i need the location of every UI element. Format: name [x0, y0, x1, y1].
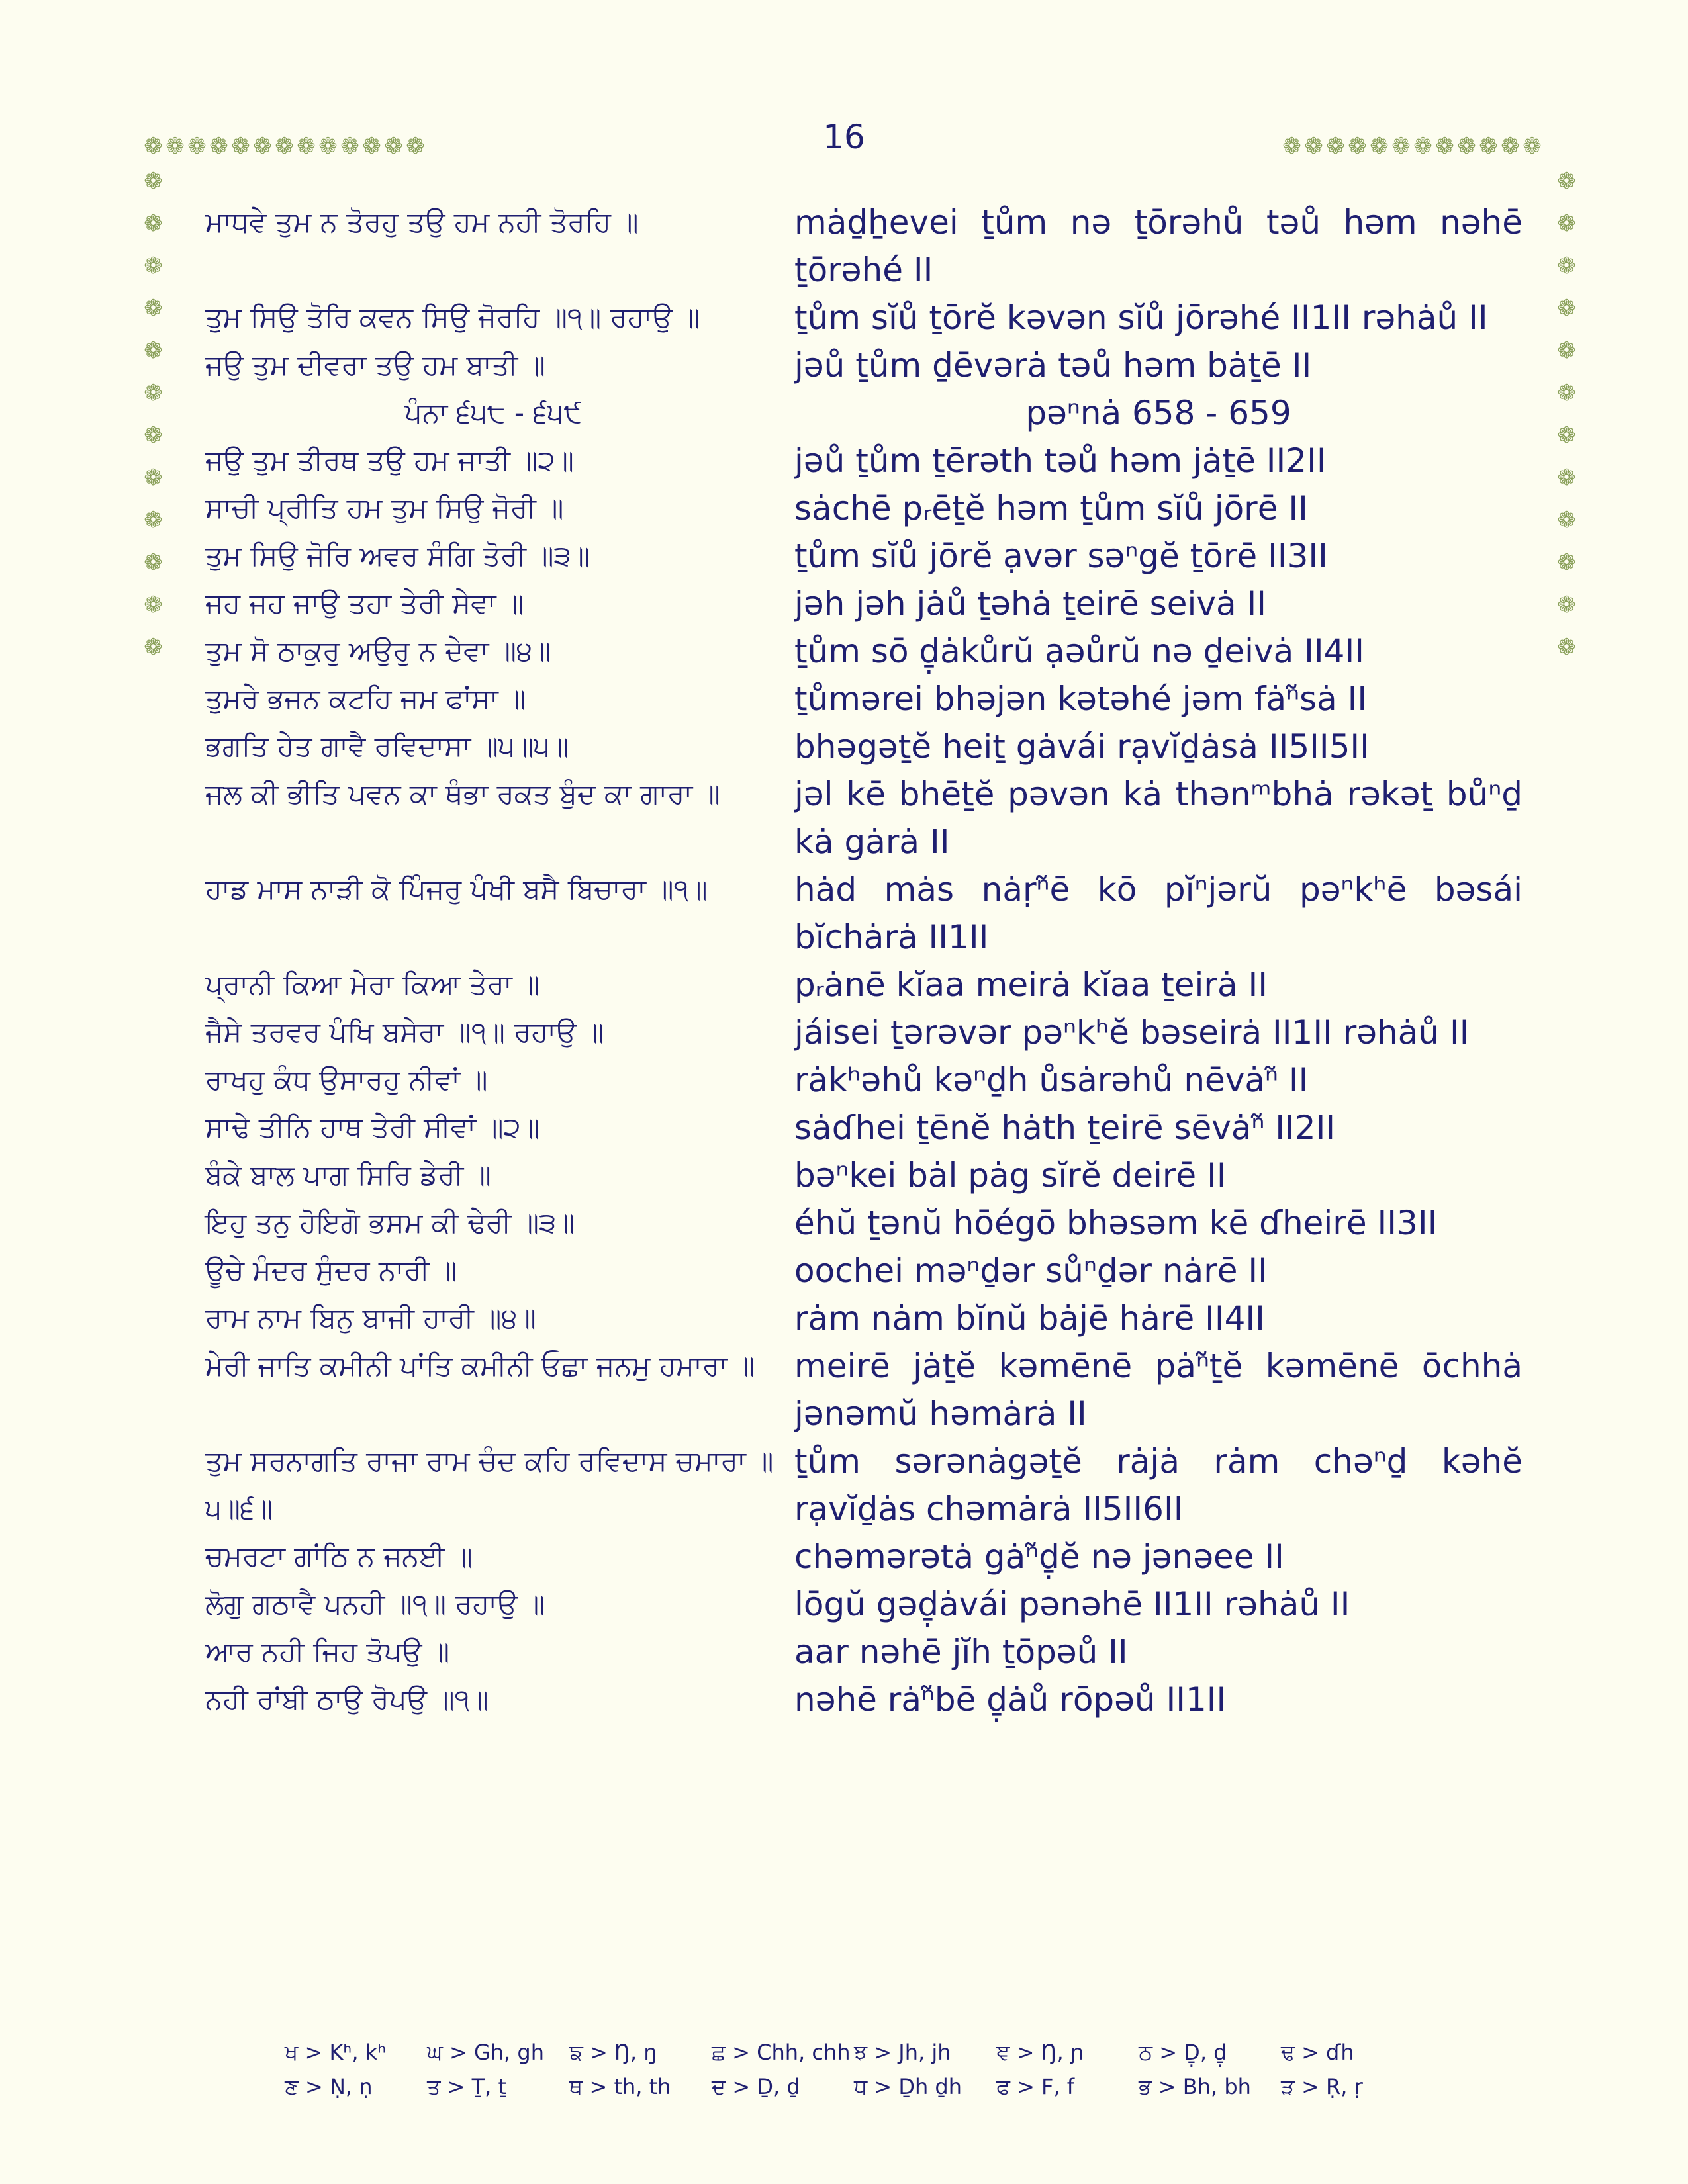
flower-icon: ❁ — [144, 592, 163, 618]
legend-entry: ਢ > ɗh — [1281, 2040, 1354, 2065]
gurmukhi-line: ਊਚੇ ਮੰਦਰ ਸੁੰਦਰ ਨਾਰੀ ॥ — [205, 1254, 457, 1287]
verse-row — [205, 1580, 1523, 1628]
gurmukhi-line: ਚਮਰਟਾ ਗਾਂਠਿ ਨ ਜਨਈ ॥ — [205, 1540, 473, 1572]
flower-icon: ❁ — [209, 133, 228, 159]
gurmukhi-line: ਬੰਕੇ ਬਾਲ ਪਾਗ ਸਿਰਿ ਡੇਰੀ ॥ — [205, 1159, 491, 1191]
flower-icon: ❁ — [144, 465, 163, 491]
legend-row — [285, 2070, 1423, 2104]
flower-icon: ❁ — [297, 133, 316, 159]
verse-row — [205, 1104, 1523, 1152]
legend-entry: ਝ > Jh, jh — [854, 2040, 951, 2065]
transliteration-line: rȧkʰəhů kəⁿḏh ůsȧrəhů nēvȧⁿ̃ II — [794, 1061, 1309, 1099]
transliteration-line: rȧm nȧm bĭnŭ bȧjē hȧrē II4II — [794, 1299, 1265, 1338]
gurmukhi-line: ਜਹ ਜਹ ਜਾਉ ਤਹਾ ਤੇਰੀ ਸੇਵਾ ॥ — [205, 587, 524, 619]
legend-entry: ਣ > Ṇ, ṇ — [285, 2074, 373, 2099]
gurmukhi-line: ਜੈਸੇ ਤਰਵਰ ਪੰਖਿ ਬਸੇਰਾ ॥੧॥ ਰਹਾਉ ॥ — [205, 1016, 604, 1048]
transliteration-line: bəⁿkei bȧl pȧg sĭrĕ deirē II — [794, 1156, 1227, 1195]
flower-icon: ❁ — [1304, 133, 1323, 159]
transliteration-line: pᵣȧnē kĭaa meirȧ kĭaa ṯeirȧ II — [794, 966, 1268, 1004]
flower-icon: ❁ — [362, 133, 381, 159]
gurmukhi-line: ਮਾਧਵੇ ਤੁਮ ਨ ਤੋਰਹੁ ਤਉ ਹਮ ਨਹੀ ਤੋਰਹਿ ॥ — [205, 206, 639, 238]
flower-icon: ❁ — [318, 133, 338, 159]
verse-row — [205, 1295, 1523, 1342]
transliteration-line: sȧchē pᵣēṯĕ həm ṯům sĭů jōrē II — [794, 489, 1308, 527]
legend-entry: ਛ > Chh, chh — [712, 2040, 851, 2065]
verse-table — [205, 199, 1523, 1723]
flower-icon: ❁ — [1413, 133, 1432, 159]
flower-icon: ❁ — [1557, 338, 1576, 364]
gurmukhi-line: ਇਹੁ ਤਨੁ ਹੋਇਗੋ ਭਸਮ ਕੀ ਢੇਰੀ ॥੩॥ — [205, 1206, 575, 1239]
flower-icon: ❁ — [1557, 549, 1576, 576]
legend-entry: ਙ > Ŋ, ŋ — [569, 2040, 657, 2065]
legend-entry: ਦ > Ḏ, ḏ — [712, 2074, 800, 2099]
transliteration-line: lōgŭ gəḏ̣ȧvái pənəhē II1II rəhȧů II — [794, 1585, 1350, 1623]
flower-icon: ❁ — [144, 422, 163, 449]
gurmukhi-line: ਤੁਮ ਸਰਨਾਗਤਿ ਰਾਜਾ ਰਾਮ ਚੰਦ ਕਹਿ ਰਵਿਦਾਸ ਚਮਾਰਾ ॥੫॥੬॥ — [205, 1445, 774, 1525]
flower-icon: ❁ — [1557, 592, 1576, 618]
flower-icon: ❁ — [1557, 465, 1576, 491]
flower-icon: ❁ — [1557, 380, 1576, 406]
top-left-flower-border — [142, 133, 426, 159]
verse-row — [205, 770, 1523, 866]
gurmukhi-line: ਮੇਰੀ ਜਾਤਿ ਕਮੀਨੀ ਪਾਂਤਿ ਕਮੀਨੀ ਓਛਾ ਜਨਮੁ ਹਮਾਰਾ ॥ — [205, 1349, 755, 1382]
gurmukhi-page-reference: ਪੰਨਾ ੬੫੮ - ੬੫੯ — [404, 396, 583, 429]
gurmukhi-line: ਭਗਤਿ ਹੇਤ ਗਾਵੈ ਰਵਿਦਾਸਾ ॥੫॥੫॥ — [205, 730, 569, 762]
transliteration-line: éhŭ ṯənŭ hōégō bhəsəm kē ɗheirē II3II — [794, 1204, 1438, 1242]
flower-icon: ❁ — [144, 133, 163, 159]
flower-icon: ❁ — [1326, 133, 1345, 159]
transliteration-line: aar nəhē jĭh ṯōpəů II — [794, 1633, 1128, 1671]
flower-icon: ❁ — [1348, 133, 1367, 159]
verse-row — [205, 199, 1523, 294]
gurmukhi-line: ਜਉ ਤੁਮ ਤੀਰਥ ਤਉ ਹਮ ਜਾਤੀ ॥੨॥ — [205, 444, 574, 477]
transliteration-line: ṯům sō ḏ̣ȧkůrŭ ạəůrŭ nə ḏeivȧ II4II — [794, 632, 1364, 670]
gurmukhi-line: ਰਾਖਹੁ ਕੰਧ ਉਸਾਰਹੁ ਨੀਵਾਂ ॥ — [205, 1064, 488, 1096]
verse-row — [205, 532, 1523, 580]
flower-icon: ❁ — [384, 133, 403, 159]
flower-icon: ❁ — [1557, 210, 1576, 237]
flower-icon: ❁ — [1391, 133, 1411, 159]
page-number: 16 — [823, 118, 865, 156]
transliteration-line: meirē jȧṯĕ kəmēnē pȧⁿ̃ṯĕ kəmēnē ōchhȧ jənəmŭ həmȧrȧ II — [794, 1347, 1523, 1433]
flower-icon: ❁ — [165, 133, 185, 159]
legend-entry: ਥ > th, th — [569, 2074, 671, 2099]
transliteration-line: jəů ṯům ḏēvərȧ təů həm bȧṯē II — [794, 346, 1312, 385]
transliteration-line: ṯům sĭů jōrĕ ạvər səⁿgĕ ṯōrē II3II — [794, 537, 1328, 575]
flower-icon: ❁ — [1435, 133, 1454, 159]
verse-row — [205, 341, 1523, 389]
verse-row — [205, 1628, 1523, 1676]
gurmukhi-line: ਜਲ ਕੀ ਭੀਤਿ ਪਵਨ ਕਾ ਥੰਭਾ ਰਕਤ ਬੁੰਦ ਕਾ ਗਾਰਾ ॥ — [205, 778, 720, 810]
flower-icon: ❁ — [1557, 422, 1576, 449]
flower-icon: ❁ — [144, 338, 163, 364]
legend-row — [285, 2035, 1423, 2070]
transliteration-line: nəhē rȧⁿ̃bē ḏ̣ȧů rōpəů II1II — [794, 1680, 1227, 1719]
verse-row — [205, 1199, 1523, 1247]
flower-icon: ❁ — [275, 133, 294, 159]
verse-row — [205, 723, 1523, 770]
legend-entry: ਤ > Ṯ, ṯ — [427, 2074, 507, 2099]
transliteration-line: jəl kē bhēṯĕ pəvən kȧ thənᵐbhȧ rəkəṯ bůⁿḏ kȧ gȧrȧ II — [794, 775, 1523, 861]
legend-entry: ਞ > Ŋ, ɲ — [996, 2040, 1084, 2065]
legend-entry: ਫ > F, f — [996, 2074, 1075, 2099]
gurmukhi-line: ਹਾਡ ਮਾਸ ਨਾੜੀ ਕੋ ਪਿੰਜਰੁ ਪੰਖੀ ਬਸੈ ਬਿਚਾਰਾ ॥੧॥ — [205, 873, 708, 905]
gurmukhi-line: ਪ੍ਰਾਨੀ ਕਿਆ ਮੇਰਾ ਕਿਆ ਤੇਰਾ ॥ — [205, 968, 540, 1001]
legend-entry: ਭ > Bh, bh — [1139, 2074, 1251, 2099]
flower-icon: ❁ — [144, 549, 163, 576]
flower-icon: ❁ — [187, 133, 207, 159]
transliteration-line: bhəgəṯĕ heiṯ gȧvái rạvĭḏȧsȧ II5II5II — [794, 727, 1370, 766]
right-flower-border — [1556, 168, 1577, 660]
legend-entry: ਧ > Ḏh ḏh — [854, 2074, 962, 2099]
page-reference: pəⁿnȧ 658 - 659 — [1025, 394, 1291, 432]
gurmukhi-line: ਤੁਮ ਸਿਉ ਜੋਰਿ ਅਵਰ ਸੰਗਿ ਤੋਰੀ ॥੩॥ — [205, 539, 590, 572]
transliteration-line: oochei məⁿḏər sůⁿḏər nȧrē II — [794, 1251, 1268, 1290]
gurmukhi-line: ਤੁਮ ਸਿਉ ਤੋਰਿ ਕਵਨ ਸਿਉ ਜੋਰਹਿ ॥੧॥ ਰਹਾਉ ॥ — [205, 301, 700, 334]
flower-icon: ❁ — [144, 295, 163, 322]
flower-icon: ❁ — [253, 133, 272, 159]
flower-icon: ❁ — [1370, 133, 1389, 159]
gurmukhi-line: ਸਾਚੀ ਪ੍ਰੀਤਿ ਹਮ ਤੁਮ ਸਿਉ ਜੋਰੀ ॥ — [205, 492, 564, 524]
transliteration-line: hȧd mȧs nȧṛⁿ̃ē kō pĭⁿjərŭ pəⁿkʰē bəsái bĭchȧrȧ II1II — [794, 870, 1523, 956]
verse-row — [205, 437, 1523, 484]
flower-icon: ❁ — [144, 380, 163, 406]
flower-icon: ❁ — [1479, 133, 1498, 159]
verse-row — [205, 1533, 1523, 1580]
transliteration-line: ṯům sĭů ṯōrĕ kəvən sĭů jōrəhé II1II rəhȧů II — [794, 298, 1488, 337]
flower-icon: ❁ — [1557, 507, 1576, 533]
flower-icon: ❁ — [144, 634, 163, 660]
verse-row — [205, 1247, 1523, 1295]
gurmukhi-line: ਨਹੀ ਰਾਂਬੀ ਠਾਉ ਰੋਪਉ ॥੧॥ — [205, 1683, 489, 1715]
legend-entry: ੜ > Ṛ, ṛ — [1281, 2074, 1363, 2099]
flower-icon: ❁ — [406, 133, 425, 159]
gurmukhi-line: ਤੁਮਰੇ ਭਜਨ ਕਟਹਿ ਜਮ ਫਾਂਸਾ ॥ — [205, 682, 526, 715]
gurmukhi-line: ਸਾਢੇ ਤੀਨਿ ਹਾਥ ਤੇਰੀ ਸੀਵਾਂ ॥੨॥ — [205, 1111, 539, 1144]
transliteration-line: ṯůmərei bhəjən kətəhé jəm fȧⁿ̃sȧ II — [794, 680, 1368, 718]
flower-icon: ❁ — [144, 210, 163, 237]
verse-row — [205, 580, 1523, 627]
flower-icon: ❁ — [144, 253, 163, 279]
verse-row — [205, 1009, 1523, 1056]
verse-row — [205, 675, 1523, 723]
verse-row — [205, 294, 1523, 341]
flower-icon: ❁ — [1457, 133, 1476, 159]
verse-row — [205, 1056, 1523, 1104]
legend-entry: ਖ > Kʰ, kʰ — [285, 2040, 387, 2065]
verse-row — [205, 1152, 1523, 1199]
transliteration-line: chəmərətȧ gȧⁿ̃ḏ̣ĕ nə jənəee II — [794, 1537, 1284, 1576]
verse-row — [205, 1676, 1523, 1723]
flower-icon: ❁ — [1523, 133, 1542, 159]
left-flower-border — [142, 168, 164, 660]
flower-icon: ❁ — [1557, 253, 1576, 279]
flower-icon: ❁ — [340, 133, 359, 159]
legend-entry: ਘ > Gh, gh — [427, 2040, 544, 2065]
verse-row — [205, 1437, 1523, 1533]
top-right-flower-border — [1281, 133, 1543, 159]
flower-icon: ❁ — [1557, 295, 1576, 322]
verse-row — [205, 1342, 1523, 1437]
transliteration-line: mȧḏẖevei ṯům nə ṯōrəhů təů həm nəhē ṯōrəhé II — [794, 203, 1523, 289]
gurmukhi-line: ਆਰ ਨਹੀ ਜਿਹ ਤੋਪਉ ॥ — [205, 1635, 450, 1668]
verse-row — [205, 484, 1523, 532]
page-reference-row — [205, 389, 1523, 437]
gurmukhi-line: ਜਉ ਤੁਮ ਦੀਵਰਾ ਤਉ ਹਮ ਬਾਤੀ ॥ — [205, 349, 545, 381]
transliteration-legend — [285, 2035, 1423, 2104]
flower-icon: ❁ — [1282, 133, 1301, 159]
gurmukhi-line: ਲੋਗੁ ਗਠਾਵੈ ਪਨਹੀ ॥੧॥ ਰਹਾਉ ॥ — [205, 1588, 545, 1620]
verse-row — [205, 866, 1523, 961]
flower-icon: ❁ — [144, 168, 163, 195]
flower-icon: ❁ — [1557, 634, 1576, 660]
transliteration-line: sȧɗhei ṯēnĕ hȧth ṯeirē sēvȧⁿ̃ II2II — [794, 1109, 1336, 1147]
transliteration-line: jəh jəh jȧů ṯəhȧ ṯeirē seivȧ II — [794, 584, 1266, 623]
legend-entry: ਠ > Ḏ̣, ḏ̣ — [1139, 2040, 1227, 2065]
gurmukhi-line: ਤੁਮ ਸੋ ਠਾਕੁਰੁ ਅਉਰੁ ਨ ਦੇਵਾ ॥੪॥ — [205, 635, 551, 667]
flower-icon: ❁ — [144, 507, 163, 533]
transliteration-line: ṯům sərənȧgəṯĕ rȧjȧ rȧm chəⁿḏ kəhĕ rạvĭḏȧs chəmȧrȧ II5II6II — [794, 1442, 1523, 1528]
flower-icon: ❁ — [1501, 133, 1520, 159]
verse-row — [205, 961, 1523, 1009]
transliteration-line: jáisei ṯərəvər pəⁿkʰĕ bəseirȧ II1II rəhȧů II — [794, 1013, 1470, 1052]
flower-icon: ❁ — [231, 133, 250, 159]
gurmukhi-line: ਰਾਮ ਨਾਮ ਬਿਨੁ ਬਾਜੀ ਹਾਰੀ ॥੪॥ — [205, 1302, 536, 1334]
verse-row — [205, 627, 1523, 675]
transliteration-line: jəů ṯům ṯērəth təů həm jȧṯē II2II — [794, 441, 1327, 480]
flower-icon: ❁ — [1557, 168, 1576, 195]
